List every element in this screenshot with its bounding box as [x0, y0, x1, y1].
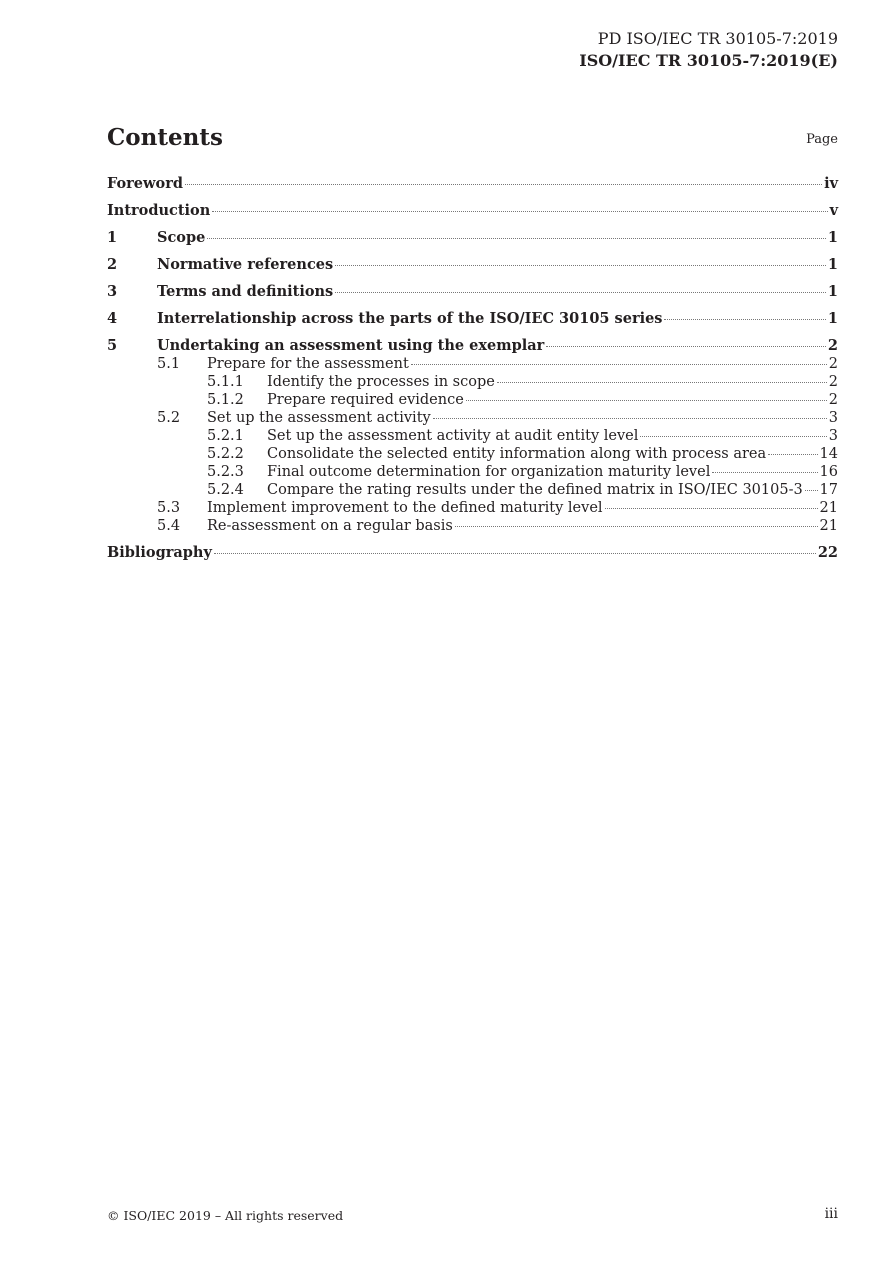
toc-entry-title: Bibliography — [107, 544, 212, 561]
dot-leader — [805, 489, 818, 491]
contents-title-row — [107, 124, 838, 154]
toc-entry[interactable] — [107, 355, 838, 373]
toc-entry[interactable] — [107, 391, 838, 409]
toc-entry[interactable] — [107, 517, 838, 535]
table-of-contents — [107, 172, 838, 562]
toc-entry[interactable] — [107, 283, 838, 301]
toc-entry-page: 1 — [827, 283, 838, 300]
dot-leader — [768, 453, 817, 455]
toc-entry-number: 5.2.3 — [207, 464, 244, 480]
copyright-notice: © ISO/IEC 2019 – All rights reserved — [107, 1208, 344, 1223]
toc-entry-title: Consolidate the selected entity information along with process area — [267, 446, 767, 462]
toc-entry-page: 1 — [827, 229, 838, 246]
toc-entry-page: 17 — [819, 482, 838, 498]
toc-entry-number: 5.2.2 — [207, 446, 244, 462]
toc-entry-number: 5.3 — [157, 500, 181, 516]
dot-leader — [664, 318, 825, 320]
toc-entry-page: 22 — [817, 544, 838, 561]
toc-entry-number: 5.2.1 — [207, 428, 244, 444]
header-line-2: ISO/IEC TR 30105-7:2019(E) — [579, 51, 838, 70]
dot-leader — [455, 525, 818, 527]
dot-leader — [185, 183, 822, 185]
toc-entry-title: Set up the assessment activity — [207, 410, 431, 426]
toc-entry[interactable] — [107, 409, 838, 427]
toc-entry-page: 1 — [827, 310, 838, 327]
toc-entry-title: Terms and definitions — [157, 283, 334, 300]
toc-entry-page: 2 — [827, 337, 838, 354]
toc-entry-page: 3 — [828, 410, 838, 426]
toc-entry[interactable] — [107, 175, 838, 193]
toc-entry-number: 5.1 — [157, 356, 181, 372]
toc-entry-page: v — [829, 202, 838, 219]
toc-entry-number: 5.2.4 — [207, 482, 244, 498]
dot-leader — [433, 417, 827, 419]
toc-entry[interactable] — [107, 481, 838, 499]
toc-entry[interactable] — [107, 373, 838, 391]
dot-leader — [466, 399, 827, 401]
toc-entry-title: Interrelationship across the parts of the ISO/IEC 30105 series — [157, 310, 663, 327]
toc-entry-page: 16 — [819, 464, 838, 480]
toc-entry-page: 1 — [827, 256, 838, 273]
toc-entry-page: iv — [824, 175, 838, 192]
dot-leader — [214, 552, 816, 554]
toc-entry-page: 2 — [828, 392, 838, 408]
dot-leader — [212, 210, 827, 212]
dot-leader — [712, 471, 817, 473]
toc-entry-title: Final outcome determination for organization maturity level — [267, 464, 711, 480]
toc-entry[interactable] — [107, 310, 838, 328]
toc-entry[interactable] — [107, 337, 838, 355]
toc-entry-title: Identify the processes in scope — [267, 374, 495, 390]
toc-entry[interactable] — [107, 499, 838, 517]
toc-entry-number: 5.4 — [157, 518, 181, 534]
dot-leader — [207, 237, 826, 239]
toc-entry-title: Re-assessment on a regular basis — [207, 518, 453, 534]
toc-entry-number: 5.2 — [157, 410, 181, 426]
toc-entry-title: Normative references — [157, 256, 334, 273]
toc-entry-number: 4 — [107, 310, 118, 327]
contents-title: Contents — [107, 124, 223, 151]
document-footer — [107, 1206, 838, 1226]
toc-entry[interactable] — [107, 463, 838, 481]
toc-entry-number: 2 — [107, 256, 118, 273]
toc-entry-title: Compare the rating results under the defined matrix in ISO/IEC 30105-3 — [267, 482, 803, 498]
toc-entry[interactable] — [107, 256, 838, 274]
toc-entry-page: 2 — [828, 374, 838, 390]
page-number: iii — [824, 1206, 838, 1222]
toc-entry-number: 5 — [107, 337, 118, 354]
dot-leader — [497, 381, 827, 383]
dot-leader — [335, 264, 826, 266]
toc-entry-number: 3 — [107, 283, 118, 300]
toc-entry-title: Prepare for the assessment — [207, 356, 409, 372]
dot-leader — [411, 363, 827, 365]
page-column-label: Page — [806, 132, 838, 147]
dot-leader — [335, 291, 826, 293]
toc-entry-number: 5.1.2 — [207, 392, 244, 408]
dot-leader — [546, 345, 826, 347]
header-line-1: PD ISO/IEC TR 30105-7:2019 — [597, 29, 838, 48]
toc-entry-title: Introduction — [107, 202, 211, 219]
toc-entry[interactable] — [107, 445, 838, 463]
toc-entry-number: 1 — [107, 229, 118, 246]
dot-leader — [640, 435, 826, 437]
toc-entry-title: Scope — [157, 229, 206, 246]
toc-entry-title: Implement improvement to the defined maturity level — [207, 500, 603, 516]
document-header — [579, 28, 838, 72]
toc-entry-title: Set up the assessment activity at audit entity level — [267, 428, 639, 444]
toc-entry[interactable] — [107, 427, 838, 445]
toc-entry-page: 21 — [819, 500, 838, 516]
toc-entry-page: 2 — [828, 356, 838, 372]
toc-entry-title: Foreword — [107, 175, 183, 192]
toc-entry-title: Prepare required evidence — [267, 392, 464, 408]
dot-leader — [605, 507, 818, 509]
toc-entry-page: 21 — [819, 518, 838, 534]
toc-entry[interactable] — [107, 202, 838, 220]
toc-entry-number: 5.1.1 — [207, 374, 244, 390]
toc-entry-page: 14 — [819, 446, 838, 462]
toc-entry[interactable] — [107, 229, 838, 247]
toc-entry-title: Undertaking an assessment using the exemplar — [157, 337, 545, 354]
toc-entry[interactable] — [107, 544, 838, 562]
toc-entry-page: 3 — [828, 428, 838, 444]
